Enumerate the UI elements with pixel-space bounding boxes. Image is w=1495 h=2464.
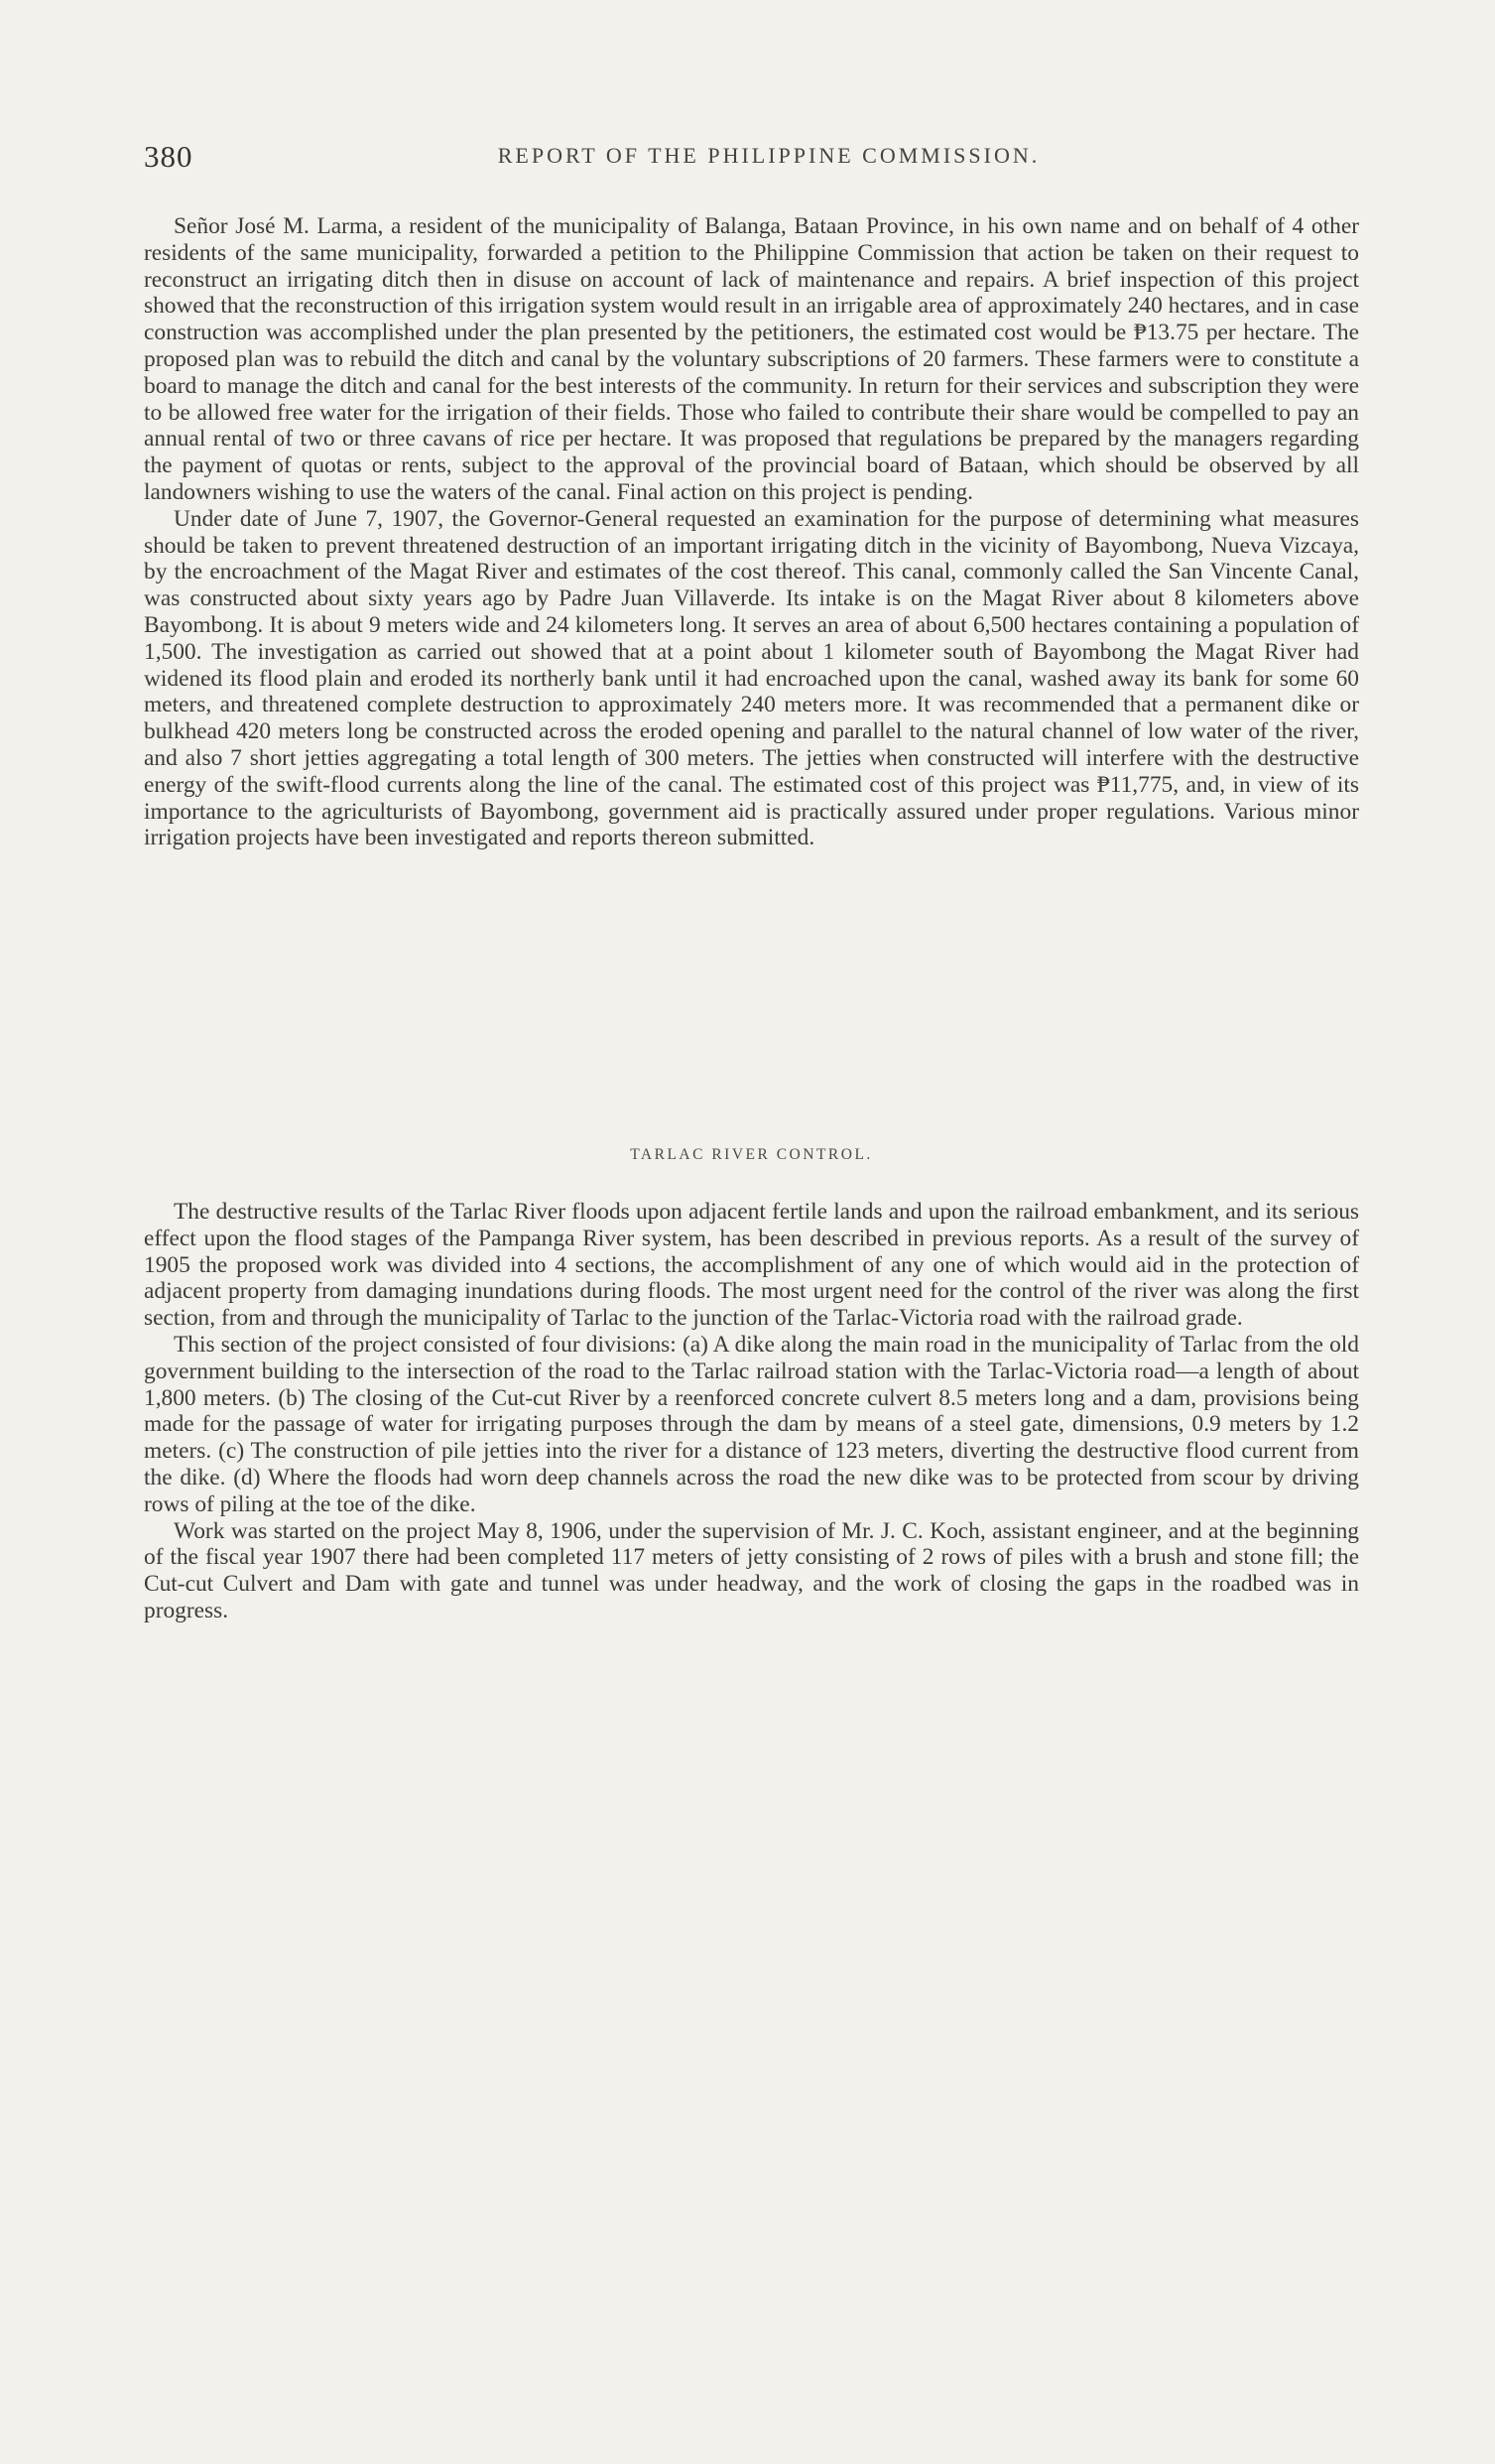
section-heading: TARLAC RIVER CONTROL. <box>630 1146 873 1163</box>
running-head: REPORT OF THE PHILIPPINE COMMISSION. <box>497 143 1041 168</box>
page-number: 380 <box>144 139 193 174</box>
section-paragraph-block <box>144 1199 1359 1624</box>
paragraph-larma-petition: Señor José M. Larma, a resident of the municipality of Balanga, Bataan Province, in his own name and on behalf of 4 other residents of the same municipality, forwarded a petition to the Philippine Commission that action be taken on their request to reconstruct an irrigating ditch then in disuse on account of lack of maintenance and repairs. A brief inspection of this project showed that the reconstruction of this irrigation system would result in an irrigable area of approximately 240 hectares, and in case construction was accomplished under the plan presented by the petitioners, the estimated cost would be ₱13.75 per hectare. The proposed plan was to rebuild the ditch and canal by the voluntary subscriptions of 20 farmers. These farmers were to constitute a board to manage the ditch and canal for the best interests of the community. In return for their services and subscription they were to be allowed free water for the irrigation of their fields. Those who failed to contribute their share would be compelled to pay an annual rental of two or three cavans of rice per hectare. It was proposed that regulations be prepared by the managers regarding the payment of quotas or rents, subject to the approval of the provincial board of Bataan, which should be observed by all landowners wishing to use the waters of the canal. Final action on this project is pending. <box>144 213 1359 505</box>
paragraph-block <box>144 213 1359 851</box>
paragraph-san-vicente-canal: Under date of June 7, 1907, the Governor-General requested an examination for the purpose of determining what measures should be taken to prevent threatened destruction of an important irrigating ditch in the vicinity of Bayombong, Nueva Vizcaya, by the encroachment of the Magat River and estimates of the cost thereof. This canal, commonly called the San Vincente Canal, was constructed about sixty years ago by Padre Juan Villaverde. Its intake is on the Magat River about 8 kilometers above Bayombong. It is about 9 meters wide and 24 kilometers long. It serves an area of about 6,500 hectares containing a population of 1,500. The investigation as carried out showed that at a point about 1 kilometer south of Bayombong the Magat River had widened its flood plain and eroded its northerly bank until it had encroached upon the canal, washed away its bank for some 60 meters, and threatened complete destruction to approximately 240 meters more. It was recommended that a permanent dike or bulkhead 420 meters long be constructed across the eroded opening and parallel to the natural channel of low water of the river, and also 7 short jetties aggregating a total length of 300 meters. The jetties when constructed will interfere with the destructive energy of the swift-flood currents along the line of the canal. The estimated cost of this project was ₱11,775, and, in view of its importance to the agriculturists of Bayombong, government aid is practically assured under proper regulations. Various minor irrigation projects have been investigated and reports thereon submitted. <box>144 505 1359 851</box>
paragraph-tarlac-floods: The destructive results of the Tarlac River floods upon adjacent fertile lands and upon the railroad embankment, and its serious effect upon the flood stages of the Pampanga River system, has been described in previous reports. As a result of the survey of 1905 the proposed work was divided into 4 sections, the accomplishment of any one of which would aid in the protection of adjacent property from damaging inundations during floods. The most urgent need for the control of the river was along the first section, from and through the municipality of Tarlac to the junction of the Tarlac-Victoria road with the railroad grade. <box>144 1199 1359 1332</box>
paragraph-project-divisions: This section of the project consisted of four divisions: (a) A dike along the main road in the municipality of Tarlac from the old government building to the intersection of the road to the Tarlac railroad station with the Tarlac-Victoria road—a length of about 1,800 meters. (b) The closing of the Cut-cut River by a reenforced concrete culvert 8.5 meters long and a dam, provisions being made for the passage of water for irrigating purposes through the dam by means of a steel gate, dimensions, 0.9 meters by 1.2 meters. (c) The construction of pile jetties into the river for a distance of 123 meters, diverting the destructive flood current from the dike. (d) Where the floods had worn deep channels across the road the new dike was to be protected from scour by driving rows of piling at the toe of the dike. <box>144 1331 1359 1517</box>
paragraph-work-progress: Work was started on the project May 8, 1906, under the supervision of Mr. J. C. Koch, assistant engineer, and at the beginning of the fiscal year 1907 there had been completed 117 meters of jetty consisting of 2 rows of piles with a brush and stone fill; the Cut-cut Culvert and Dam with gate and tunnel was under headway, and the work of closing the gaps in the roadbed was in progress. <box>144 1517 1359 1623</box>
page-header <box>144 139 1354 183</box>
